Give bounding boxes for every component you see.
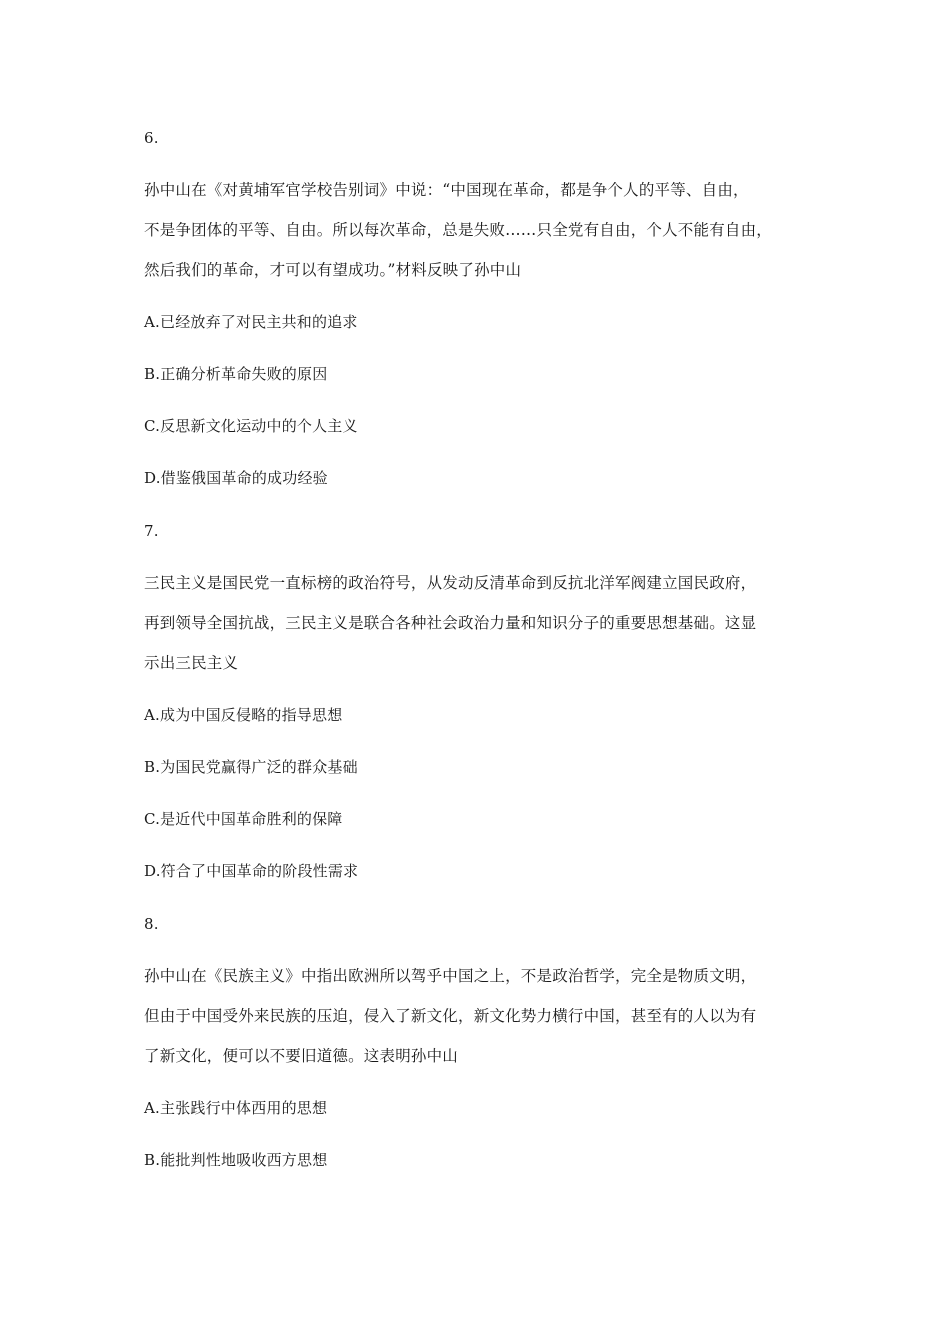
answer-option: B.能批判性地吸收西方思想 xyxy=(144,1151,328,1169)
question-number: 6. xyxy=(144,129,159,147)
answer-option: C.反思新文化运动中的个人主义 xyxy=(144,417,358,435)
question-stem-line: 再到领导全国抗战，三民主义是联合各种社会政治力量和知识分子的重要思想基础。这显 xyxy=(144,614,757,632)
question-stem-line: 了新文化，便可以不要旧道德。这表明孙中山 xyxy=(144,1047,459,1065)
answer-option: B.为国民党赢得广泛的群众基础 xyxy=(144,758,358,776)
answer-option: A.已经放弃了对民主共和的追求 xyxy=(144,313,358,331)
question-stem-line: 然后我们的革命，才可以有望成功。”材料反映了孙中山 xyxy=(144,261,522,279)
answer-option: A.主张践行中体西用的思想 xyxy=(144,1099,328,1117)
answer-option: A.成为中国反侵略的指导思想 xyxy=(144,706,343,724)
question-number: 7. xyxy=(144,522,159,540)
question-stem-line: 三民主义是国民党一直标榜的政治符号，从发动反清革命到反抗北洋军阀建立国民政府， xyxy=(144,574,757,592)
answer-option: B.正确分析革命失败的原因 xyxy=(144,365,328,383)
answer-option: D.借鉴俄国革命的成功经验 xyxy=(144,469,328,487)
question-stem-line: 孙中山在《对黄埔军官学校告别词》中说：“中国现在革命，都是争个人的平等、自由， xyxy=(144,181,749,199)
question-number: 8. xyxy=(144,915,159,933)
question-stem-line: 不是争团体的平等、自由。所以每次革命，总是失败……只全党有自由，个人不能有自由， xyxy=(144,221,773,239)
answer-option: D.符合了中国革命的阶段性需求 xyxy=(144,862,359,880)
answer-option: C.是近代中国革命胜利的保障 xyxy=(144,810,343,828)
question-stem-line: 但由于中国受外来民族的压迫，侵入了新文化，新文化势力横行中国，甚至有的人以为有 xyxy=(144,1007,757,1025)
question-stem-line: 示出三民主义 xyxy=(144,654,239,672)
question-stem-line: 孙中山在《民族主义》中指出欧洲所以驾乎中国之上，不是政治哲学，完全是物质文明， xyxy=(144,967,757,985)
